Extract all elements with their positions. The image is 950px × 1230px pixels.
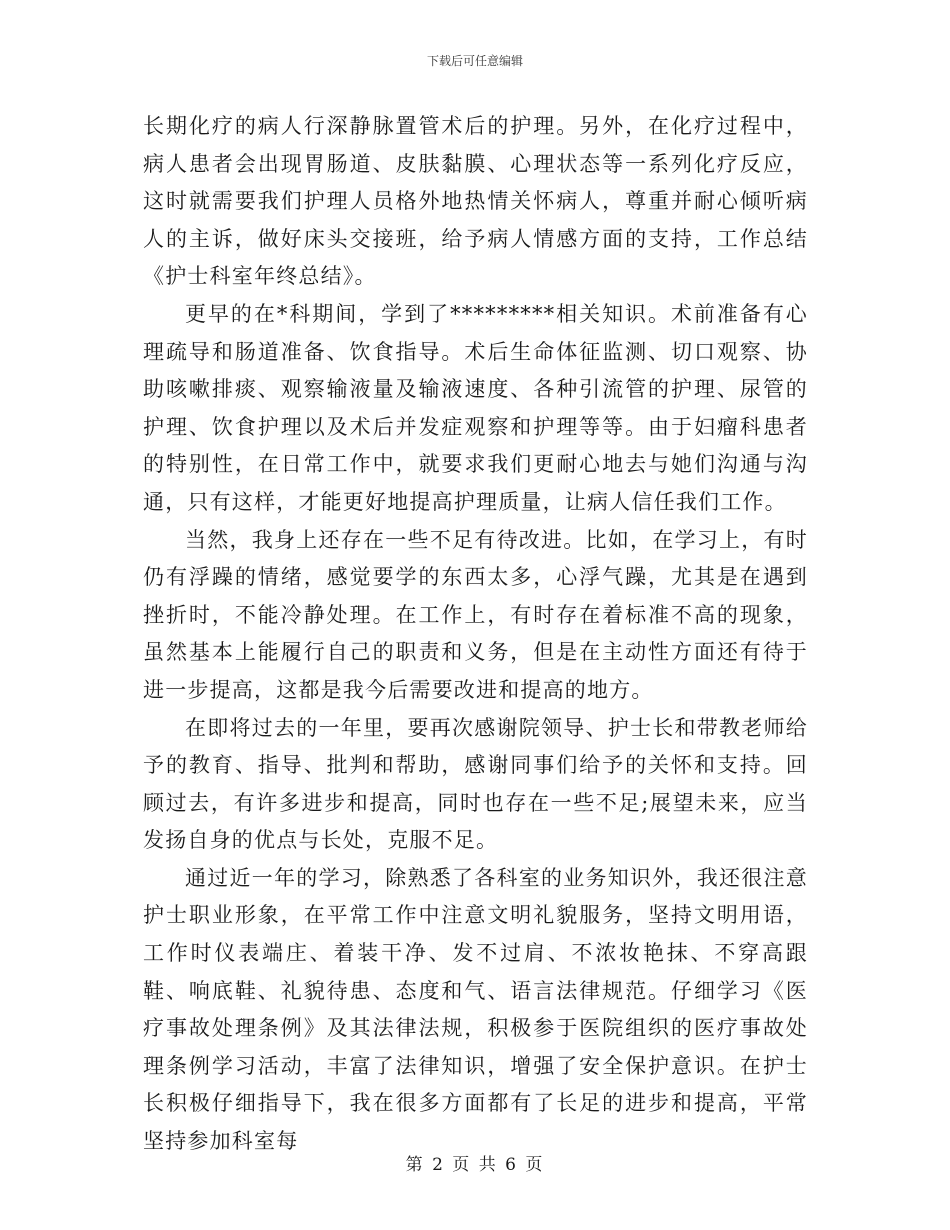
- paragraph-continuation: 长期化疗的病人行深静脉置管术后的护理。另外，在化疗过程中，病人患者会出现胃肠道、皮肤黏膜、心理状态等一系列化疗反应，这时就需要我们护理人员格外地热情关怀病人，尊重并耐心倾听病人的主诉，做好床头交接班，给予病人情感方面的支持，工作总结《护士科室年终总结》。: [143, 114, 808, 289]
- paragraph: 通过近一年的学习，除熟悉了各科室的业务知识外，我还很注意护士职业形象，在平常工作中注意文明礼貌服务，坚持文明用语，工作时仪表端庄、着装干净、发不过肩、不浓妆艳抹、不穿高跟鞋、响底鞋、礼貌待患、态度和气、语言法律规范。仔细学习《医疗事故处理条例》及其法律法规，积极参于医院组织的医疗事故处理条例学习活动，丰富了法律知识，增强了安全保护意识。在护士长积极仔细指导下，我在很多方面都有了长足的进步和提高，平常坚持参加科室每: [143, 865, 808, 1154]
- page-header: 下载后可任意编辑: [426, 54, 523, 68]
- document-body: [143, 108, 808, 1161]
- paragraph: 在即将过去的一年里，要再次感谢院领导、护士长和带教老师给予的教育、指导、批判和帮助，感谢同事们给予的关怀和支持。回顾过去，有许多进步和提高，同时也存在一些不足;展望未来，应当发扬自身的优点与长处，克服不足。: [143, 715, 808, 853]
- paragraph: 当然，我身上还存在一些不足有待改进。比如，在学习上，有时仍有浮躁的情绪，感觉要学的东西太多，心浮气躁，尤其是在遇到挫折时，不能冷静处理。在工作上，有时存在着标准不高的现象，虽然基本上能履行自己的职责和义务，但是在主动性方面还有待于进一步提高，这都是我今后需要改进和提高的地方。: [143, 527, 808, 702]
- page-number-footer: 第 2 页 共 6 页: [405, 1155, 545, 1175]
- paragraph: 更早的在*科期间，学到了*********相关知识。术前准备有心理疏导和肠道准备、饮食指导。术后生命体征监测、切口观察、协助咳嗽排痰、观察输液量及输液速度、各种引流管的护理、尿管的护理、饮食护理以及术后并发症观察和护理等等。由于妇瘤科患者的特别性，在日常工作中，就要求我们更耐心地去与她们沟通与沟通，只有这样，才能更好地提高护理质量，让病人信任我们工作。: [143, 301, 808, 514]
